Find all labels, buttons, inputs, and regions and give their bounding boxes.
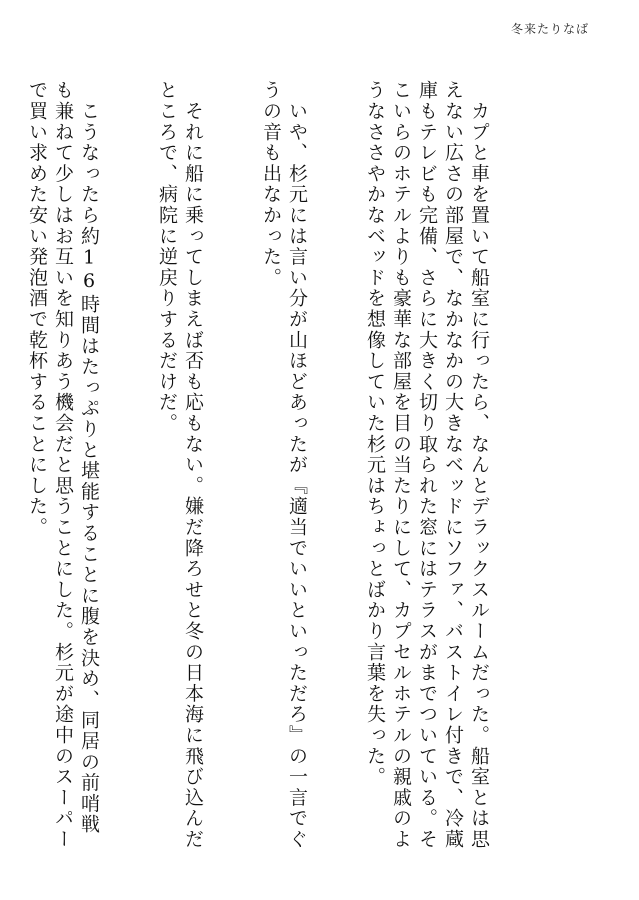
paragraph: それに船に乗ってしまえば否も応もない。嫌だ降ろせと冬の日本海に飛び込んだところで、病院に逆戻りするだけだ。 xyxy=(156,80,204,850)
paragraph: いや、杉元には言い分が山ほどあったが『適当でいいといっただろ』の一言でぐうの音も出なかった。 xyxy=(260,80,308,850)
paragraph: カプと車を置いて船室に行ったら、なんとデラックスルームだった。船室とは思えない広さの部屋で、なかなかの大きなベッドにソファ、バストイレ付きで、冷蔵庫もテレビも完備、さらに大きく切り取られた窓にはテラスがまでついている。そこいらのホテルよりも豪華な部屋を目の当たりにして、カプセルホテルの親戚のようなささやかなベッドを想像していた杉元はちょっとばかり言葉を失った。 xyxy=(364,80,490,850)
body-text xyxy=(0,80,544,850)
running-head: 冬来たりなば xyxy=(510,22,589,36)
paragraph: こうなったら約16時間はたっぷりと堪能することに腹を決め、同居の前哨戦も兼ねて少しはお互いを知りあう機会だと思うことにした。杉元が途中のスーパーで買い求めた安い発泡酒で乾杯することにした。 xyxy=(26,80,100,850)
